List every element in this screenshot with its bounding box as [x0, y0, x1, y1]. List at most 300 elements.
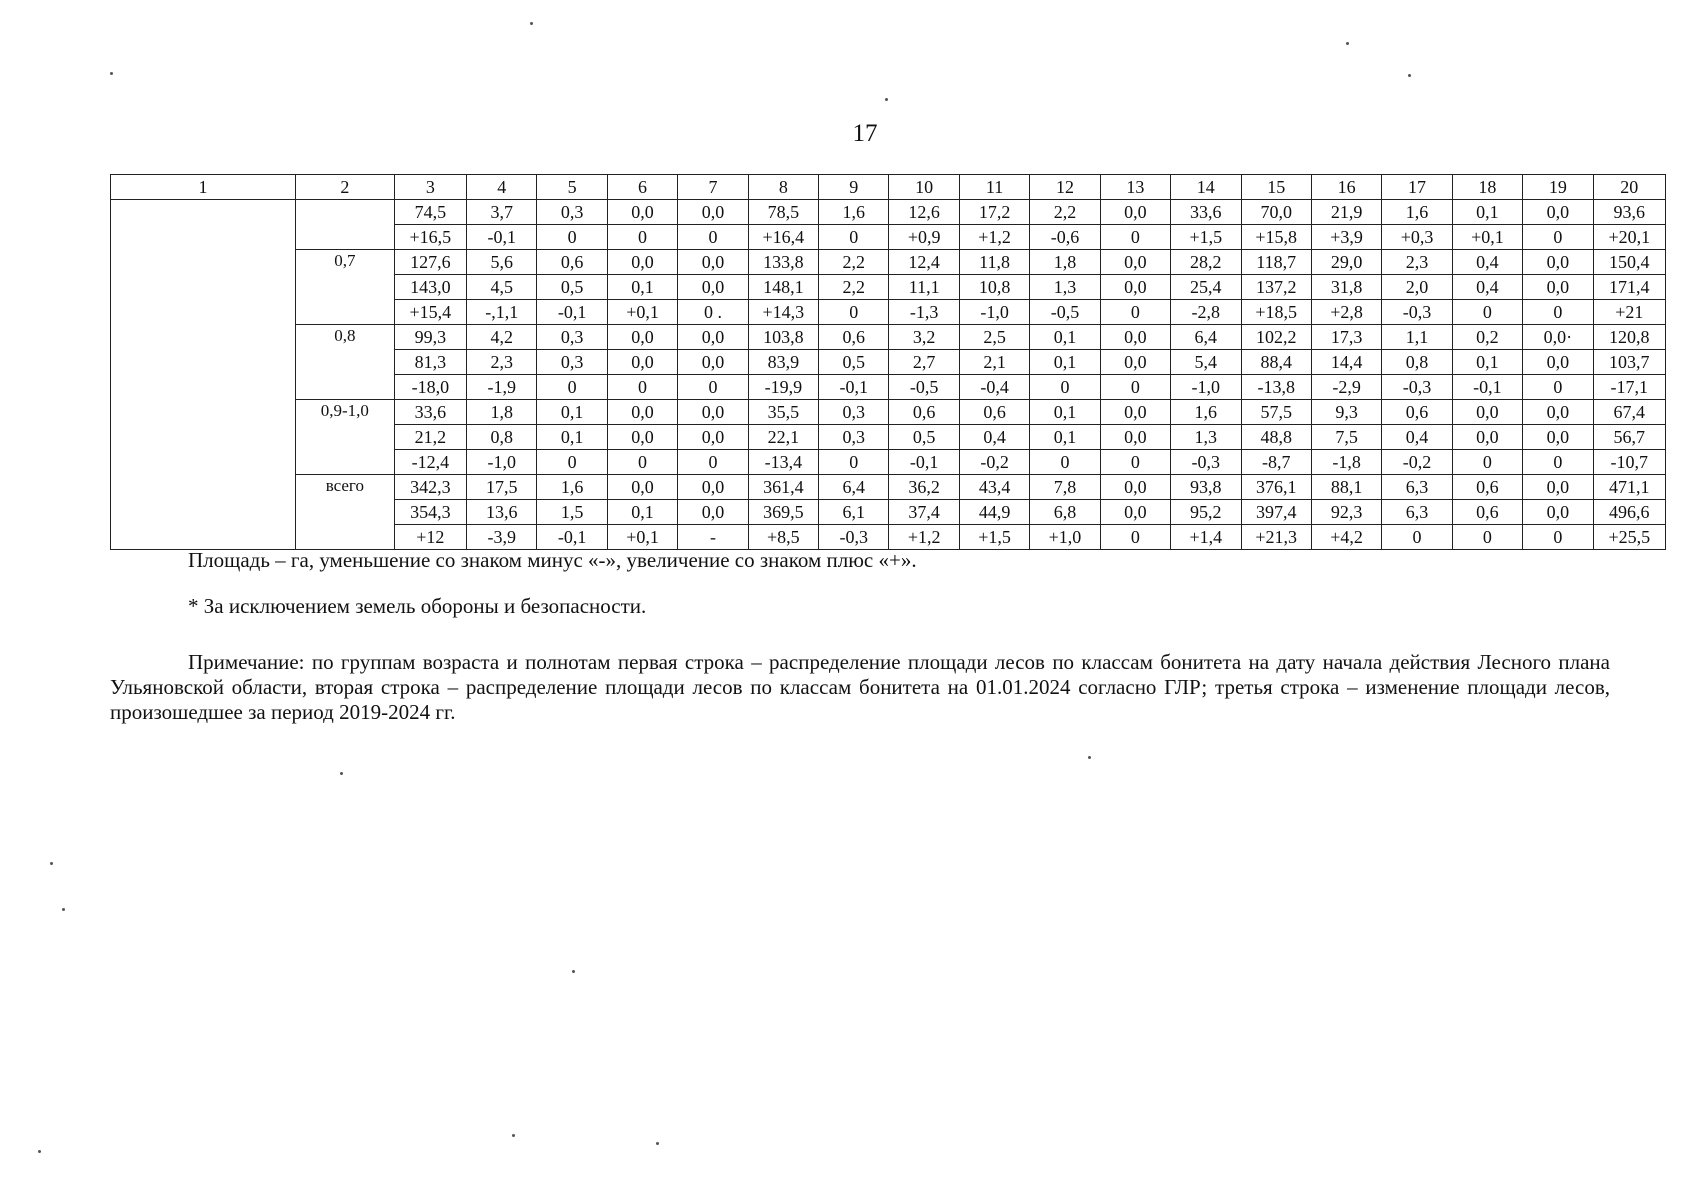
header-cell-11: 11: [959, 175, 1029, 200]
table-cell: 496,6: [1593, 500, 1665, 525]
table-cell: 127,6: [394, 250, 466, 275]
table-cell: 0: [607, 375, 677, 400]
table-cell: 74,5: [394, 200, 466, 225]
table-cell: 0: [1452, 525, 1522, 550]
table-cell: 0: [1030, 375, 1100, 400]
table-cell: -0,5: [1030, 300, 1100, 325]
table-cell: 25,4: [1171, 275, 1241, 300]
table-cell: 0: [1100, 450, 1170, 475]
table-cell: 0,0: [607, 400, 677, 425]
scan-speck: [1088, 756, 1091, 759]
table-cell: 0: [1452, 450, 1522, 475]
table-cell: +21,3: [1241, 525, 1311, 550]
table-row: [111, 475, 1666, 500]
table-cell: +1,5: [959, 525, 1029, 550]
table-cell: 171,4: [1593, 275, 1665, 300]
table-cell: 6,4: [819, 475, 889, 500]
table-cell: 0,0: [1523, 250, 1593, 275]
table-cell: 0,4: [1452, 275, 1522, 300]
table-cell: -0,1: [819, 375, 889, 400]
table-cell: +0,9: [889, 225, 959, 250]
table-cell: 0: [678, 450, 748, 475]
table-cell: 0,8: [1382, 350, 1452, 375]
table-cell: 33,6: [1171, 200, 1241, 225]
table-cell: 57,5: [1241, 400, 1311, 425]
header-cell-10: 10: [889, 175, 959, 200]
table-cell: 376,1: [1241, 475, 1311, 500]
table-cell: 1,1: [1382, 325, 1452, 350]
scan-speck: [1408, 74, 1411, 77]
table-cell: 0,6: [959, 400, 1029, 425]
table-cell: -1,3: [889, 300, 959, 325]
table-cell: -: [678, 525, 748, 550]
table-cell: -0,1: [537, 300, 607, 325]
table-cell: 0,1: [1452, 350, 1522, 375]
table-cell: 0,0: [607, 350, 677, 375]
table-cell: 1,6: [1171, 400, 1241, 425]
table-cell: 0,3: [819, 425, 889, 450]
table-cell: 0,0: [1452, 400, 1522, 425]
table-cell: 9,3: [1311, 400, 1381, 425]
table-cell: +15,8: [1241, 225, 1311, 250]
table-cell: 0: [1523, 300, 1593, 325]
table-cell: 0,0: [678, 475, 748, 500]
table-cell: 0,0: [678, 350, 748, 375]
table-cell: 0,0: [607, 425, 677, 450]
table-cell: -8,7: [1241, 450, 1311, 475]
table-cell: 369,5: [748, 500, 818, 525]
table-cell: 0: [1100, 525, 1170, 550]
table-cell: 0,6: [1382, 400, 1452, 425]
table-cell: 150,4: [1593, 250, 1665, 275]
table-cell: 0,0: [678, 275, 748, 300]
table-cell: 0 .: [678, 300, 748, 325]
table-cell: 133,8: [748, 250, 818, 275]
table-cell: 361,4: [748, 475, 818, 500]
table-cell: 0,3: [537, 200, 607, 225]
table-cell: -2,9: [1311, 375, 1381, 400]
table-cell: 0: [819, 300, 889, 325]
table-cell: +20,1: [1593, 225, 1665, 250]
table-cell: 37,4: [889, 500, 959, 525]
table-cell: 4,5: [467, 275, 537, 300]
table-cell: 95,2: [1171, 500, 1241, 525]
table-row: [111, 400, 1666, 425]
header-row: [111, 175, 1666, 200]
table-cell: 0: [1100, 375, 1170, 400]
table-cell: 1,6: [537, 475, 607, 500]
table-cell: 148,1: [748, 275, 818, 300]
table-cell: -18,0: [394, 375, 466, 400]
table-cell: +21: [1593, 300, 1665, 325]
table-cell: 21,9: [1311, 200, 1381, 225]
table-cell: 93,8: [1171, 475, 1241, 500]
header-cell-16: 16: [1311, 175, 1381, 200]
table-cell: 10,8: [959, 275, 1029, 300]
table-cell: 0,0: [678, 400, 748, 425]
table-body: [111, 200, 1666, 550]
table-cell: 0,4: [1382, 425, 1452, 450]
header-cell-8: 8: [748, 175, 818, 200]
table-row: [111, 325, 1666, 350]
table-cell: 0,0: [607, 325, 677, 350]
density-group-label: 0,8: [296, 325, 395, 400]
table-cell: 6,1: [819, 500, 889, 525]
category-cell: [111, 200, 296, 550]
table-cell: 0,1: [607, 500, 677, 525]
table-cell: 0,5: [889, 425, 959, 450]
header-cell-3: 3: [394, 175, 466, 200]
header-cell-5: 5: [537, 175, 607, 200]
table-cell: 28,2: [1171, 250, 1241, 275]
page-number: 17: [852, 120, 878, 147]
table-cell: 2,0: [1382, 275, 1452, 300]
table-cell: +1,2: [889, 525, 959, 550]
table-cell: -0,1: [467, 225, 537, 250]
table-cell: +1,4: [1171, 525, 1241, 550]
table-cell: 0,1: [537, 425, 607, 450]
table-cell: 0,0: [678, 250, 748, 275]
table-cell: 0,0: [1523, 400, 1593, 425]
table-cell: 0,0: [1100, 350, 1170, 375]
table-cell: 0,0: [1100, 325, 1170, 350]
table-cell: +16,5: [394, 225, 466, 250]
header-cell-12: 12: [1030, 175, 1100, 200]
header-cell-19: 19: [1523, 175, 1593, 200]
table-cell: 12,6: [889, 200, 959, 225]
table-cell: 0: [1382, 525, 1452, 550]
scan-speck: [340, 772, 343, 775]
table-cell: -1,8: [1311, 450, 1381, 475]
scan-speck: [656, 1142, 659, 1145]
table-cell: 1,3: [1030, 275, 1100, 300]
table-cell: 0,0: [678, 500, 748, 525]
table-cell: 1,6: [1382, 200, 1452, 225]
table-cell: 83,9: [748, 350, 818, 375]
table-cell: 21,2: [394, 425, 466, 450]
table-cell: 0,1: [1030, 425, 1100, 450]
area-units-note: Площадь – га, уменьшение со знаком минус «-», увеличение со знаком плюс «+».: [188, 548, 917, 572]
table-cell: 120,8: [1593, 325, 1665, 350]
table-cell: 1,5: [537, 500, 607, 525]
table-cell: 0,1: [1030, 350, 1100, 375]
table-cell: +18,5: [1241, 300, 1311, 325]
table-cell: 0,0: [1523, 200, 1593, 225]
table-cell: -0,2: [1382, 450, 1452, 475]
table-cell: 29,0: [1311, 250, 1381, 275]
header-cell-14: 14: [1171, 175, 1241, 200]
table-cell: 0,2: [1452, 325, 1522, 350]
table-cell: 103,8: [748, 325, 818, 350]
table-cell: 93,6: [1593, 200, 1665, 225]
table-cell: -13,4: [748, 450, 818, 475]
table-cell: +4,2: [1311, 525, 1381, 550]
table-cell: 88,4: [1241, 350, 1311, 375]
table-cell: 0,6: [537, 250, 607, 275]
table-cell: 0,0: [678, 200, 748, 225]
bonitet-table-container: [110, 174, 1666, 550]
table-cell: 354,3: [394, 500, 466, 525]
scan-speck: [885, 98, 888, 101]
table-cell: 6,4: [1171, 325, 1241, 350]
table-cell: 0,0: [1100, 400, 1170, 425]
table-cell: 3,7: [467, 200, 537, 225]
table-cell: +15,4: [394, 300, 466, 325]
table-cell: -0,1: [537, 525, 607, 550]
scan-speck: [38, 1150, 41, 1153]
table-cell: 2,2: [819, 275, 889, 300]
header-cell-9: 9: [819, 175, 889, 200]
table-cell: 31,8: [1311, 275, 1381, 300]
bonitet-table: [110, 174, 1666, 550]
table-cell: 0,0: [607, 200, 677, 225]
table-cell: 0,0: [1100, 425, 1170, 450]
table-cell: -0,1: [889, 450, 959, 475]
table-cell: +0,1: [607, 525, 677, 550]
table-cell: 0,0: [1523, 475, 1593, 500]
table-cell: 1,8: [1030, 250, 1100, 275]
table-cell: 48,8: [1241, 425, 1311, 450]
table-cell: 0,3: [537, 350, 607, 375]
table-cell: 0: [537, 450, 607, 475]
table-cell: +14,3: [748, 300, 818, 325]
table-cell: 103,7: [1593, 350, 1665, 375]
table-cell: 13,6: [467, 500, 537, 525]
table-cell: 11,1: [889, 275, 959, 300]
table-cell: 0,6: [819, 325, 889, 350]
footnote: * За исключением земель обороны и безопасности.: [188, 594, 647, 618]
table-cell: 0,5: [819, 350, 889, 375]
table-cell: +0,1: [1452, 225, 1522, 250]
table-cell: -0,3: [1171, 450, 1241, 475]
table-cell: 6,3: [1382, 500, 1452, 525]
header-cell-2: 2: [296, 175, 395, 200]
table-cell: 1,8: [467, 400, 537, 425]
table-cell: -10,7: [1593, 450, 1665, 475]
table-cell: +12: [394, 525, 466, 550]
table-cell: 0,0: [1452, 425, 1522, 450]
table-cell: 0,0: [1100, 200, 1170, 225]
header-cell-15: 15: [1241, 175, 1311, 200]
table-cell: -1,0: [467, 450, 537, 475]
table-cell: 6,8: [1030, 500, 1100, 525]
header-cell-7: 7: [678, 175, 748, 200]
table-cell: +2,8: [1311, 300, 1381, 325]
table-cell: 2,2: [819, 250, 889, 275]
header-cell-4: 4: [467, 175, 537, 200]
table-cell: 118,7: [1241, 250, 1311, 275]
table-cell: 0,6: [1452, 500, 1522, 525]
table-cell: 0,0: [607, 250, 677, 275]
table-cell: 0: [1523, 525, 1593, 550]
table-cell: -0,2: [959, 450, 1029, 475]
table-cell: -0,3: [1382, 300, 1452, 325]
table-cell: +0,1: [607, 300, 677, 325]
table-cell: -3,9: [467, 525, 537, 550]
table-cell: 397,4: [1241, 500, 1311, 525]
table-cell: 43,4: [959, 475, 1029, 500]
table-cell: 0,0: [678, 425, 748, 450]
table-cell: -17,1: [1593, 375, 1665, 400]
table-cell: 0,3: [537, 325, 607, 350]
header-cell-13: 13: [1100, 175, 1170, 200]
header-cell-18: 18: [1452, 175, 1522, 200]
table-cell: 0,1: [1030, 325, 1100, 350]
table-cell: 2,1: [959, 350, 1029, 375]
table-cell: 0,1: [537, 400, 607, 425]
scan-speck: [1346, 42, 1349, 45]
table-cell: -13,8: [1241, 375, 1311, 400]
table-cell: 12,4: [889, 250, 959, 275]
table-cell: 70,0: [1241, 200, 1311, 225]
header-cell-20: 20: [1593, 175, 1665, 200]
table-cell: 0,0: [1523, 275, 1593, 300]
table-cell: -19,9: [748, 375, 818, 400]
density-group-label: [296, 200, 395, 250]
table-cell: 56,7: [1593, 425, 1665, 450]
table-cell: -0,3: [819, 525, 889, 550]
table-cell: -1,9: [467, 375, 537, 400]
table-cell: 0,0: [1523, 350, 1593, 375]
table-cell: 0: [1523, 375, 1593, 400]
table-cell: 0,0: [1523, 425, 1593, 450]
table-cell: -0,3: [1382, 375, 1452, 400]
density-group-label: 0,9-1,0: [296, 400, 395, 475]
table-cell: 2,3: [467, 350, 537, 375]
table-cell: 0: [819, 450, 889, 475]
table-cell: 0,0: [678, 325, 748, 350]
table-cell: 471,1: [1593, 475, 1665, 500]
table-cell: 0: [1452, 300, 1522, 325]
table-cell: 78,5: [748, 200, 818, 225]
table-cell: +1,2: [959, 225, 1029, 250]
table-cell: -,1,1: [467, 300, 537, 325]
table-cell: 0: [1100, 300, 1170, 325]
table-cell: -0,6: [1030, 225, 1100, 250]
table-cell: 0,0: [1523, 500, 1593, 525]
table-cell: +8,5: [748, 525, 818, 550]
table-cell: 0,0·: [1523, 325, 1593, 350]
table-cell: 5,4: [1171, 350, 1241, 375]
table-cell: 0,0: [1100, 250, 1170, 275]
table-cell: 7,8: [1030, 475, 1100, 500]
table-cell: 0: [678, 375, 748, 400]
scan-speck: [50, 862, 53, 865]
table-cell: 88,1: [1311, 475, 1381, 500]
header-cell-1: 1: [111, 175, 296, 200]
table-cell: 0: [1523, 450, 1593, 475]
table-cell: 92,3: [1311, 500, 1381, 525]
table-cell: 17,5: [467, 475, 537, 500]
remark-paragraph: Примечание: по группам возраста и полнотам первая строка – распределение площади лесов по классам бонитета на дату начала действия Лесного плана Ульяновской области, вторая строка – распределение площади лесов по классам бонитета на 01.01.2024 согласно ГЛР; третья строка – изменение площади лесов, произошедшее за период 2019-2024 гг.: [110, 650, 1610, 724]
table-cell: 0,6: [889, 400, 959, 425]
table-cell: 81,3: [394, 350, 466, 375]
scan-speck: [62, 908, 65, 911]
table-cell: +3,9: [1311, 225, 1381, 250]
table-cell: 2,7: [889, 350, 959, 375]
table-cell: -0,4: [959, 375, 1029, 400]
table-cell: 0,0: [607, 475, 677, 500]
table-row: [111, 200, 1666, 225]
table-cell: 3,2: [889, 325, 959, 350]
table-cell: 0,1: [1452, 200, 1522, 225]
table-cell: 7,5: [1311, 425, 1381, 450]
table-cell: 0,8: [467, 425, 537, 450]
table-cell: 33,6: [394, 400, 466, 425]
table-cell: 143,0: [394, 275, 466, 300]
table-cell: 99,3: [394, 325, 466, 350]
table-cell: 1,3: [1171, 425, 1241, 450]
table-cell: 36,2: [889, 475, 959, 500]
table-cell: -12,4: [394, 450, 466, 475]
table-cell: 22,1: [748, 425, 818, 450]
table-cell: 0: [537, 225, 607, 250]
table-cell: 14,4: [1311, 350, 1381, 375]
table-cell: +1,0: [1030, 525, 1100, 550]
table-cell: 0: [537, 375, 607, 400]
table-cell: -2,8: [1171, 300, 1241, 325]
table-cell: 0,0: [1100, 500, 1170, 525]
table-cell: 17,2: [959, 200, 1029, 225]
table-cell: 2,2: [1030, 200, 1100, 225]
table-cell: 0: [607, 225, 677, 250]
table-cell: 44,9: [959, 500, 1029, 525]
table-row: [111, 250, 1666, 275]
scan-speck: [512, 1134, 515, 1137]
table-cell: -1,0: [959, 300, 1029, 325]
table-cell: +25,5: [1593, 525, 1665, 550]
scan-speck: [110, 72, 113, 75]
table-cell: -1,0: [1171, 375, 1241, 400]
table-cell: 67,4: [1593, 400, 1665, 425]
density-group-label: 0,7: [296, 250, 395, 325]
table-cell: +0,3: [1382, 225, 1452, 250]
table-cell: -0,1: [1452, 375, 1522, 400]
table-cell: 0: [1100, 225, 1170, 250]
table-cell: 17,3: [1311, 325, 1381, 350]
table-cell: 0,6: [1452, 475, 1522, 500]
table-cell: 0: [678, 225, 748, 250]
table-cell: 102,2: [1241, 325, 1311, 350]
table-cell: 0: [1523, 225, 1593, 250]
header-cell-6: 6: [607, 175, 677, 200]
table-cell: 2,3: [1382, 250, 1452, 275]
table-cell: 342,3: [394, 475, 466, 500]
table-cell: 1,6: [819, 200, 889, 225]
table-cell: 0: [819, 225, 889, 250]
table-cell: 137,2: [1241, 275, 1311, 300]
table-cell: 2,5: [959, 325, 1029, 350]
table-cell: +16,4: [748, 225, 818, 250]
table-header: [111, 175, 1666, 200]
table-cell: 0,0: [1100, 275, 1170, 300]
table-cell: 4,2: [467, 325, 537, 350]
scan-speck: [572, 970, 575, 973]
scan-speck: [530, 22, 533, 25]
table-cell: 6,3: [1382, 475, 1452, 500]
table-cell: 0,4: [1452, 250, 1522, 275]
table-cell: 0,0: [1100, 475, 1170, 500]
table-cell: 0,1: [607, 275, 677, 300]
density-group-label: всего: [296, 475, 395, 550]
table-cell: +1,5: [1171, 225, 1241, 250]
table-cell: 35,5: [748, 400, 818, 425]
table-cell: 0,3: [819, 400, 889, 425]
table-cell: 0: [607, 450, 677, 475]
table-cell: 0,4: [959, 425, 1029, 450]
table-cell: 0,5: [537, 275, 607, 300]
table-cell: 0,1: [1030, 400, 1100, 425]
